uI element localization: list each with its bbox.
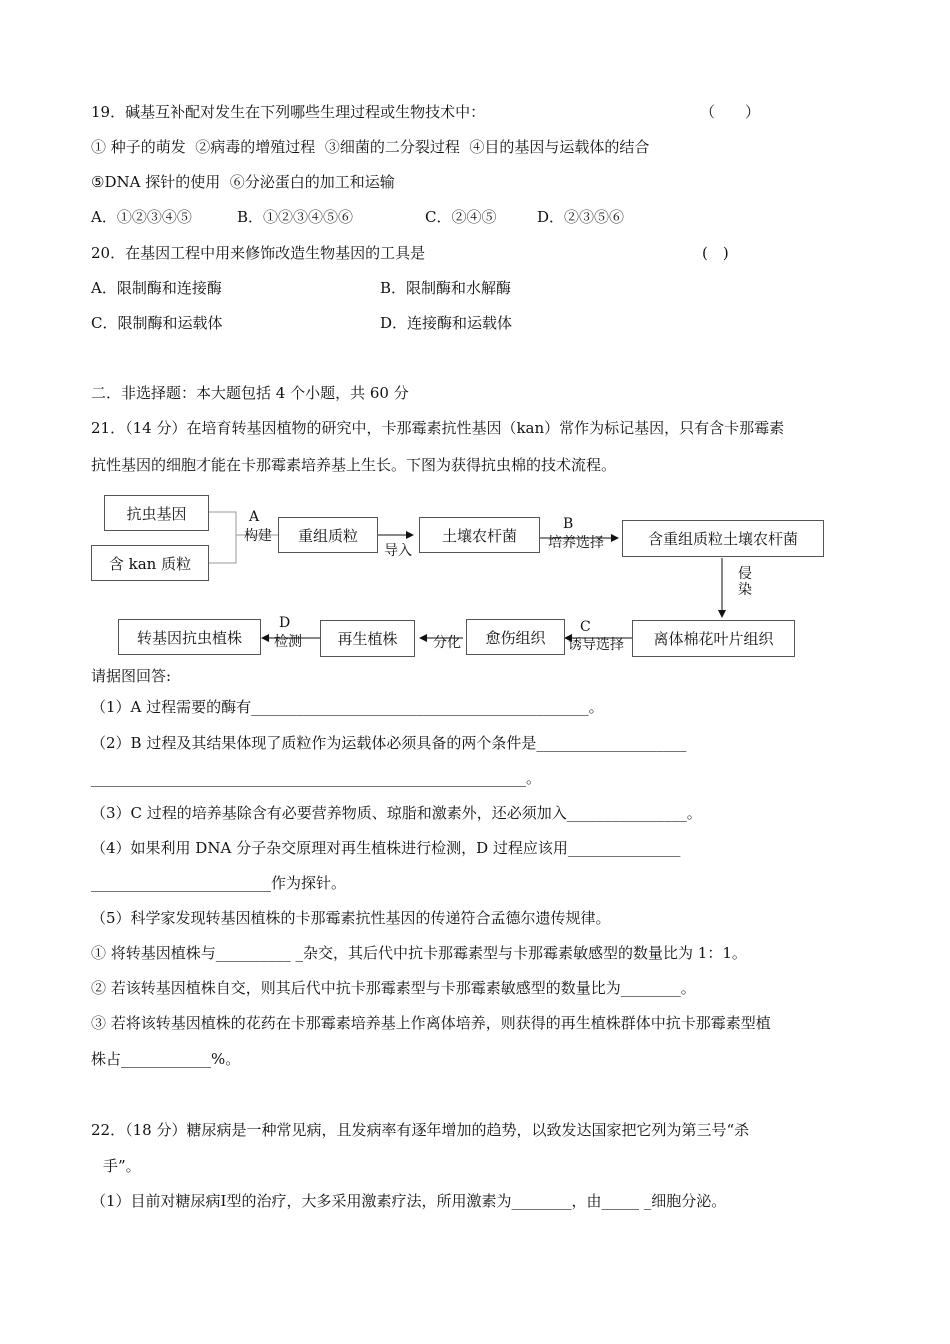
q20-option-b: B．限制酶和水解酶 bbox=[380, 279, 512, 297]
q21-intro-line1: 21．（14 分）在培育转基因植物的研究中，卡那霉素抗性基因（kan）常作为标记基因，只有含卡那霉素 bbox=[91, 419, 785, 437]
q20-stem: 20．在基因工程中用来修饰改造生物基因的工具是 bbox=[91, 244, 426, 262]
q21-sub3: （3）C 过程的培养基除含有必要营养物质、琼脂和激素外，还必须加入________________。 bbox=[91, 804, 702, 822]
q21-prompt: 请据图回答: bbox=[91, 667, 172, 685]
diagram-label-induce-select: 诱导选择 bbox=[568, 637, 624, 653]
q21-sub2-line2: __________________________________________________________。 bbox=[91, 769, 542, 787]
diagram-label-a: A bbox=[249, 509, 260, 525]
q19-stem: 19．碱基互补配对发生在下列哪些生理过程或生物技术中： bbox=[91, 103, 486, 121]
q21-sub5-item2: ② 若该转基因植株自交，则其后代中抗卡那霉素型与卡那霉素敏感型的数量比为________。 bbox=[91, 979, 696, 997]
q22-intro-line2: 手”。 bbox=[103, 1157, 141, 1175]
section-heading: 二．非选择题：本大题包括 4 个小题，共 60 分 bbox=[91, 384, 409, 402]
q20-answer-paren: ( ) bbox=[702, 244, 729, 262]
q21-sub5-item3-line2: 株占____________%。 bbox=[91, 1050, 241, 1068]
q19-option-a: A．①②③④⑤ bbox=[91, 208, 192, 226]
q19-items-line1: ① 种子的萌发 ②病毒的增殖过程 ③细菌的二分裂过程 ④目的基因与运载体的结合 bbox=[91, 138, 650, 156]
diagram-label-differentiate: 分化 bbox=[433, 635, 461, 651]
diagram-label-b: B bbox=[563, 516, 574, 532]
q21-sub2-line1: （2）B 过程及其结果体现了质粒作为运载体必须具备的两个条件是____________________ bbox=[91, 734, 687, 752]
diagram-box-insect-resistance-gene: 抗虫基因 bbox=[104, 495, 209, 531]
q19-answer-paren: （ ） bbox=[700, 103, 761, 121]
q21-intro-line2: 抗性基因的细胞才能在卡那霉素培养基上生长。下图为获得抗虫棉的技术流程。 bbox=[91, 456, 617, 474]
diagram-box-kan-plasmid: 含 kan 质粒 bbox=[91, 545, 209, 581]
q20-option-c: C．限制酶和运载体 bbox=[91, 314, 223, 332]
q19-option-c: C．②④⑤ bbox=[425, 208, 497, 226]
q19-items-line2: ⑤DNA 探针的使用 ⑥分泌蛋白的加工和运输 bbox=[91, 173, 395, 191]
diagram-label-import: 导入 bbox=[384, 543, 412, 559]
diagram-box-agrobacterium: 土壤农杆菌 bbox=[419, 517, 540, 553]
diagram-label-detect: 检测 bbox=[274, 634, 302, 650]
diagram-box-recombinant-plasmid: 重组质粒 bbox=[278, 517, 378, 553]
q20-option-d: D．连接酶和运载体 bbox=[380, 314, 513, 332]
q19-option-d: D．②③⑤⑥ bbox=[537, 208, 625, 226]
q20-option-a: A．限制酶和连接酶 bbox=[91, 279, 222, 297]
q21-sub1: （1）A 过程需要的酶有_____________________________________________。 bbox=[91, 698, 604, 716]
diagram-label-infect: 侵 染 bbox=[738, 566, 752, 598]
q22-sub1: （1）目前对糖尿病Ⅰ型的治疗，大多采用激素疗法，所用激素为________，由_____ _细胞分泌。 bbox=[91, 1192, 727, 1210]
diagram-label-culture-select: 培养选择 bbox=[548, 535, 604, 551]
diagram-box-transgenic-plant: 转基因抗虫植株 bbox=[118, 619, 261, 655]
q21-sub5-item3-line1: ③ 若将该转基因植株的花药在卡那霉素培养基上作离体培养，则获得的再生植株群体中抗卡那霉素型植 bbox=[91, 1014, 771, 1032]
q21-sub5: （5）科学家发现转基因植株的卡那霉素抗性基因的传递符合孟德尔遗传规律。 bbox=[91, 909, 611, 927]
diagram-box-callus: 愈伤组织 bbox=[466, 619, 565, 655]
diagram-label-c: C bbox=[580, 619, 591, 635]
q21-sub4-line1: （4）如果利用 DNA 分子杂交原理对再生植株进行检测，D 过程应该用_______________ bbox=[91, 839, 681, 857]
q21-sub5-item1: ① 将转基因植株与__________ _杂交，其后代中抗卡那霉素型与卡那霉素敏感型的数量比为 1：1。 bbox=[91, 944, 747, 962]
q21-sub4-line2: ________________________作为探针。 bbox=[91, 874, 347, 892]
diagram-box-leaf-tissue: 离体棉花叶片组织 bbox=[632, 620, 795, 657]
q19-option-b: B．①②③④⑤⑥ bbox=[237, 208, 354, 226]
diagram-box-regenerated-plant: 再生植株 bbox=[320, 620, 415, 657]
diagram-label-construct: 构建 bbox=[244, 528, 272, 544]
diagram-box-agrobacterium-with-recombinant-plasmid: 含重组质粒土壤农杆菌 bbox=[622, 520, 824, 557]
q22-intro-line1: 22．（18 分）糖尿病是一种常见病，且发病率有逐年增加的趋势，以致发达国家把它列为第三号“杀 bbox=[91, 1121, 750, 1139]
diagram-label-d: D bbox=[279, 615, 291, 631]
